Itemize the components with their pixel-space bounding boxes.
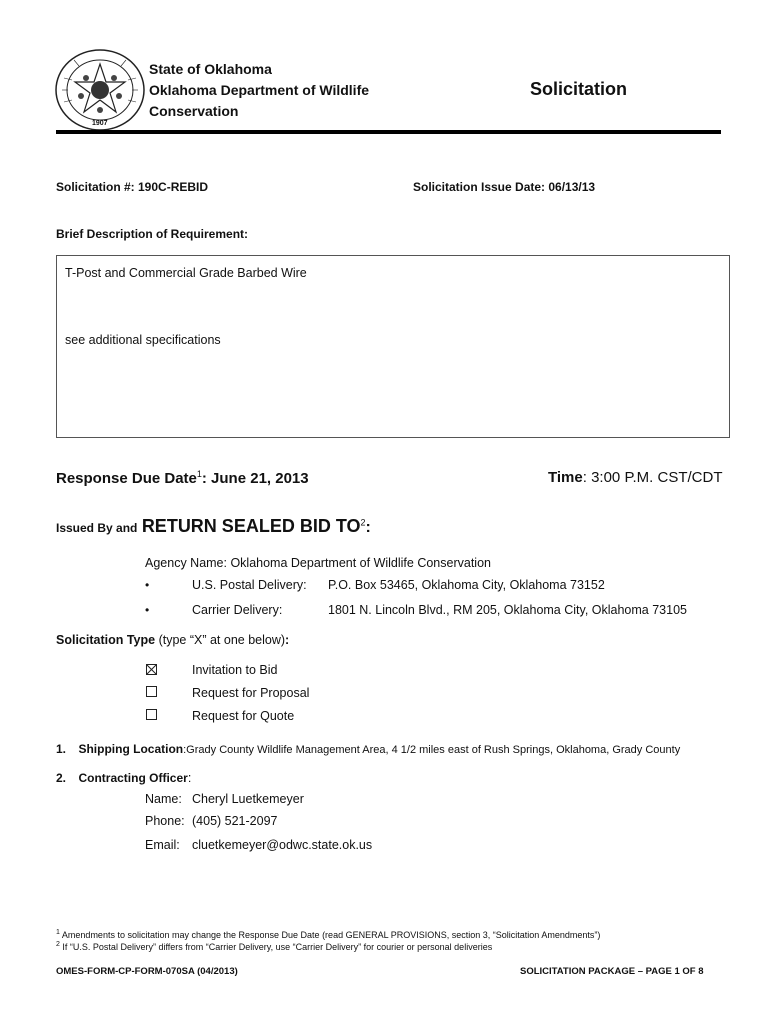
officer-email[interactable]: cluetkemeyer@odwc.state.ok.us [192, 838, 373, 852]
footnote-1-text: Amendments to solicitation may change the Response Due Date (read GENERAL PROVISIONS, section 3, “Solicitation Amendments”) [61, 930, 601, 940]
description-box [56, 255, 730, 438]
footnote-2-num: 2 [56, 941, 60, 948]
organization-header [149, 59, 449, 122]
response-time [548, 469, 723, 486]
description-heading: Brief Description of Requirement: [56, 227, 249, 241]
footnote-2-text: If “U.S. Postal Delivery” differs from “Carrier Delivery, use “Carrier Delivery” for courier or personal deliveries [62, 942, 493, 952]
postal-address: P.O. Box 53465, Oklahoma City, Oklahoma 73152 [328, 578, 605, 592]
carrier-address: 1801 N. Lincoln Blvd., RM 205, Oklahoma City, Oklahoma 73105 [328, 603, 687, 617]
footnote-2 [56, 941, 492, 952]
response-due-value: : June 21, 2013 [201, 470, 309, 487]
solicitation-type-colon: : [285, 633, 290, 647]
time-value: : 3:00 P.M. CST/CDT [582, 469, 723, 486]
footnote-ref-2: 2 [360, 517, 366, 528]
response-due-label: Response Due Date [56, 470, 197, 487]
officer-name: Cheryl Luetkemeyer [192, 792, 304, 806]
org-department-cont: Conservation [149, 103, 239, 119]
checkbox-request-for-quote[interactable] [146, 709, 157, 720]
shipping-num: 1. [56, 742, 67, 756]
footnote-1-num: 1 [56, 929, 60, 936]
org-state: State of Oklahoma [149, 61, 272, 77]
contracting-colon: : [187, 771, 192, 785]
postal-label: U.S. Postal Delivery: [192, 578, 307, 592]
shipping-value: :Grady County Wildlife Management Area, 4 1/2 miles east of Rush Springs, Oklahoma, Grady County [183, 744, 681, 756]
shipping-label: Shipping Location [78, 742, 184, 756]
description-line-2: see additional specifications [65, 333, 221, 347]
solicitation-type-heading [56, 633, 289, 647]
solicitation-type-label: Solicitation Type [56, 633, 156, 647]
checkbox-request-for-proposal[interactable] [146, 686, 157, 697]
footnote-1 [56, 929, 600, 940]
solicitation-type-hint: (type “X” at one below) [155, 633, 286, 647]
issued-by-heading [56, 516, 371, 537]
response-due-date [56, 469, 309, 487]
option-request-for-quote: Request for Quote [192, 709, 295, 723]
bullet-icon: • [145, 603, 150, 617]
contracting-num: 2. [56, 771, 67, 785]
option-invitation-to-bid: Invitation to Bid [192, 663, 278, 677]
issued-prefix: Issued By and [56, 521, 138, 535]
contracting-officer-heading [56, 769, 191, 787]
page-number: SOLICITATION PACKAGE – PAGE 1 OF 8 [520, 966, 704, 977]
bullet-icon: • [145, 578, 150, 592]
header-divider [56, 130, 721, 134]
carrier-label: Carrier Delivery: [192, 603, 283, 617]
option-request-for-proposal: Request for Proposal [192, 686, 310, 700]
solicitation-issue-date: Solicitation Issue Date: 06/13/13 [413, 180, 596, 194]
shipping-location [56, 740, 680, 758]
solicitation-number: Solicitation #: 190C-REBID [56, 180, 209, 194]
return-sealed-bid: RETURN SEALED BID TO [141, 516, 361, 536]
state-seal [54, 48, 146, 132]
footnote-ref-1: 1 [196, 469, 202, 479]
officer-phone: (405) 521-2097 [192, 814, 278, 828]
checkbox-invitation-to-bid[interactable] [146, 664, 157, 675]
time-label: Time [548, 469, 583, 486]
issued-colon: : [365, 519, 371, 536]
description-line-1: T-Post and Commercial Grade Barbed Wire [65, 266, 307, 280]
form-id: OMES-FORM-CP-FORM-070SA (04/2013) [56, 966, 238, 977]
officer-email-label: Email: [145, 838, 180, 852]
check-x-icon [147, 665, 156, 674]
contracting-label: Contracting Officer [78, 771, 188, 785]
officer-phone-label: Phone: [145, 814, 185, 828]
officer-name-label: Name: [145, 792, 182, 806]
seal-year: 1907 [92, 120, 108, 127]
agency-name: Agency Name: Oklahoma Department of Wildlife Conservation [145, 556, 491, 570]
document-title: Solicitation [530, 79, 628, 99]
org-department: Oklahoma Department of Wildlife [149, 82, 370, 98]
